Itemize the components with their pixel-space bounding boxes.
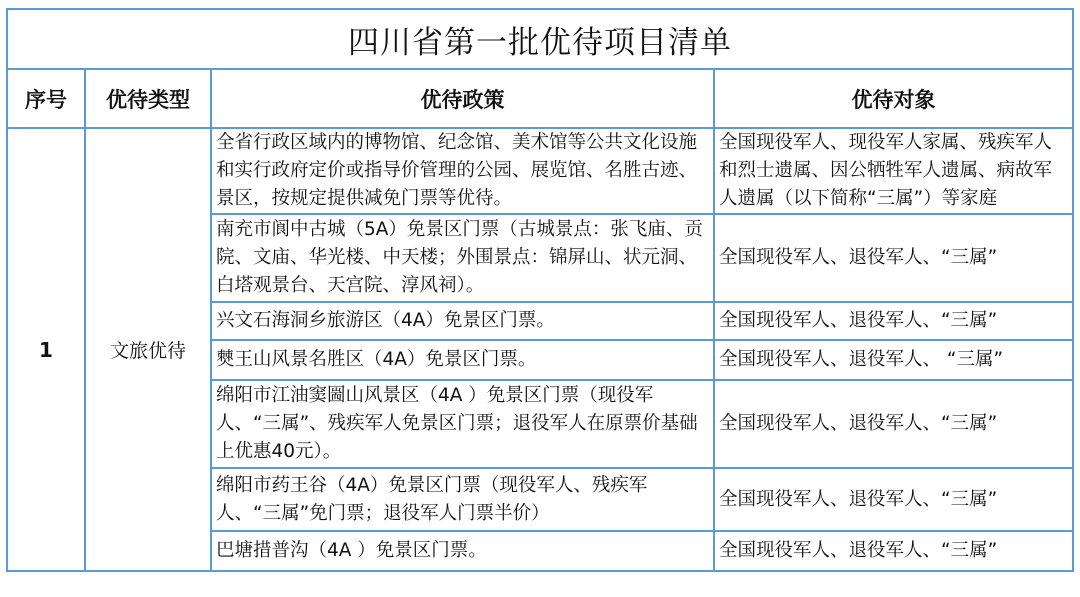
- target-cell: 全国现役军人、退役军人、“三属”: [714, 468, 1073, 531]
- document-table-container: [6, 8, 1072, 572]
- policy-cell: 僰王山风景名胜区（4A）免景区门票。: [211, 340, 714, 380]
- policy-cell: 绵阳市药王谷（4A）免景区门票（现役军人、残疾军人、“三属”免门票；退役军人门票半价）: [211, 468, 714, 531]
- policy-cell: 巴塘措普沟（4A ）免景区门票。: [211, 531, 714, 571]
- header-no: 序号: [7, 69, 85, 128]
- header-policy: 优待政策: [211, 69, 714, 128]
- target-cell: 全国现役军人、现役军人家属、残疾军人和烈士遗属、因公牺牲军人遗属、病故军人遗属（以下简称“三属”）等家庭: [714, 128, 1073, 214]
- policy-cell: 全省行政区域内的博物馆、纪念馆、美术馆等公共文化设施和实行政府定价或指导价管理的公园、展览馆、名胜古迹、景区，按规定提供减免门票等优待。: [211, 128, 714, 214]
- benefits-table: [6, 8, 1074, 572]
- policy-cell: 兴文石海洞乡旅游区（4A）免景区门票。: [211, 302, 714, 340]
- policy-cell: 南充市阆中古城（5A）免景区门票（古城景点：张飞庙、贡院、文庙、华光楼、中天楼；外围景点：锦屏山、状元洞、白塔观景台、天宫院、淳风祠）。: [211, 214, 714, 302]
- row-number: 1: [7, 128, 85, 571]
- policy-cell: 绵阳市江油窦圌山风景区（4A ）免景区门票（现役军人、“三属”、残疾军人免景区门票；退役军人在原票价基础上优惠40元）。: [211, 380, 714, 468]
- target-cell: 全国现役军人、退役军人、“三属”: [714, 531, 1073, 571]
- target-cell: 全国现役军人、退役军人、 “三属”: [714, 340, 1073, 380]
- table-row: [7, 128, 1073, 214]
- header-row: [7, 69, 1073, 128]
- target-cell: 全国现役军人、退役军人、“三属”: [714, 302, 1073, 340]
- table-title: 四川省第一批优待项目清单: [7, 9, 1073, 69]
- target-cell: 全国现役军人、退役军人、“三属”: [714, 380, 1073, 468]
- target-cell: 全国现役军人、退役军人、“三属”: [714, 214, 1073, 302]
- header-type: 优待类型: [85, 69, 211, 128]
- benefit-type: 文旅优待: [85, 128, 211, 571]
- header-target: 优待对象: [714, 69, 1073, 128]
